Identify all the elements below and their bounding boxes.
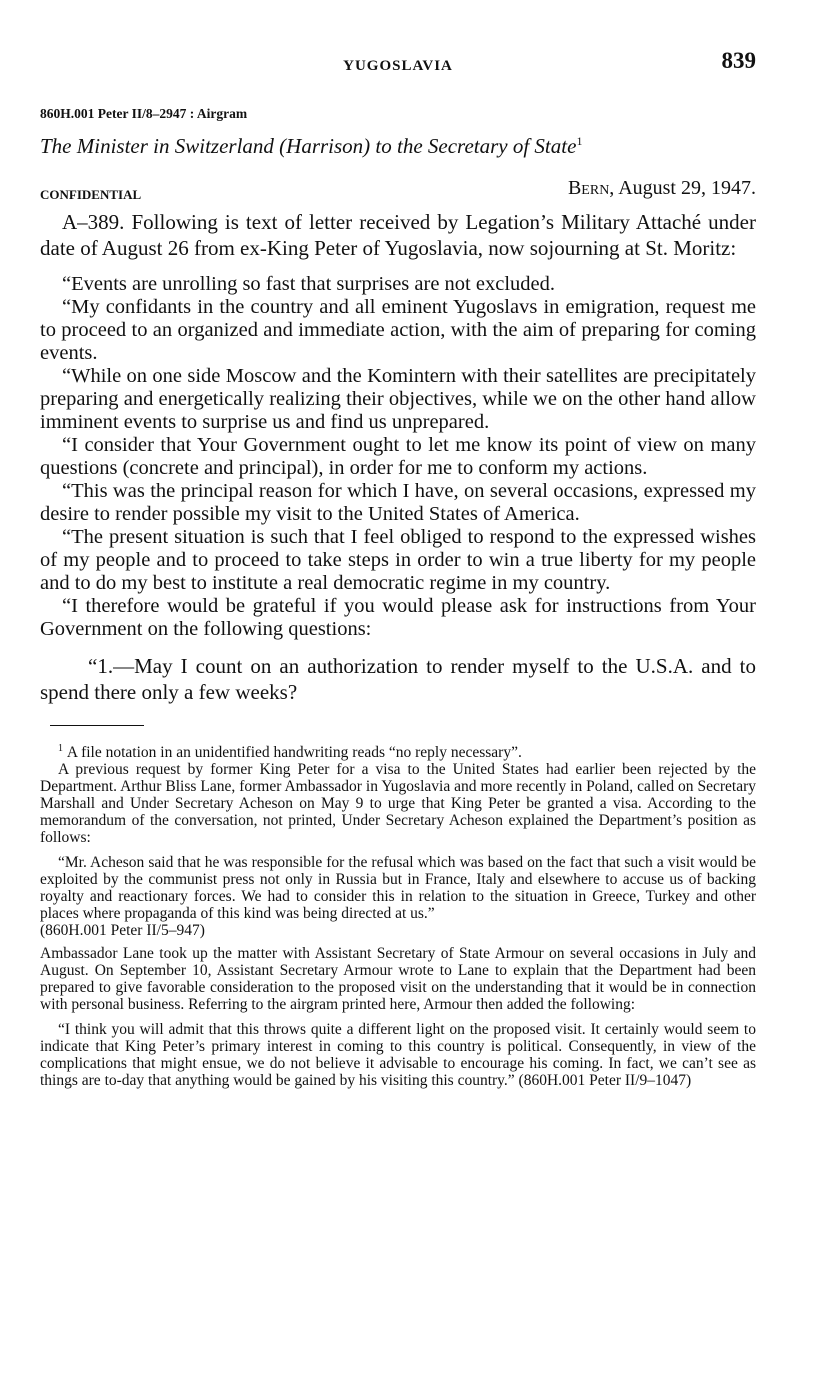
footnote-paragraph: A previous request by former King Peter for a visa to the United States had earlier been rejected by the Department. Arthur Bliss Lane, former Ambassador in Yugoslavia and more recently in Poland, called on Secretary Marshall and Under Secretary Acheson on May 9 to urge that King Peter be granted a visa. According to the memorandum of the conversation, not printed, Under Secretary Acheson explained the Department’s position as follows: — [40, 761, 756, 847]
dateline — [40, 177, 756, 207]
page-number: 839 — [721, 48, 756, 73]
quote-paragraph: “While on one side Moscow and the Komintern with their satellites are precipitately preparing and energetically realizing their objectives, while we on the other hand allow imminent events to surprise us and find us unprepared. — [40, 365, 756, 433]
classification: CONFIDENTIAL — [40, 187, 142, 202]
document-title-text: The Minister in Switzerland (Harrison) to the Secretary of State — [40, 134, 577, 158]
date-line — [568, 177, 756, 200]
footnote-marker: 1 — [58, 743, 63, 754]
footnote-quote-ref: (860H.001 Peter II/5–947) — [40, 922, 205, 940]
letter-quote — [40, 273, 756, 705]
footnote-1 — [40, 740, 756, 761]
date: August 29, 1947. — [614, 177, 756, 199]
footnote-quote: “I think you will admit that this throws quite a different light on the proposed visit. It certainly would seem to indicate that King Peter’s primary interest in coming to this country is political. Consequently, in view of the complications that might ensue, we do not believe it advisable to encourage his coming. In fact, we can’t see as things are to-day that anything would be gained by his visiting this country.” (860H.001 Peter II/9–1047) — [40, 1021, 756, 1090]
quote-paragraph: “I therefore would be grateful if you would please ask for instructions from Your Government on the following questions: — [40, 595, 756, 640]
footnote-1-text: A file notation in an unidentified handwriting reads “no reply necessary”. — [66, 744, 522, 762]
quote-paragraph: “The present situation is such that I feel obliged to respond to the expressed wishes of my people and to proceed to take steps in order to win a true liberty for my people and to do my best to institute a real democratic regime in my country. — [40, 526, 756, 594]
intro-paragraph: A–389. Following is text of letter received by Legation’s Military Attaché under date of August 26 from ex-King Peter of Yugoslavia, now sojourning at St. Moritz: — [40, 210, 756, 260]
quote-sub-item: “1.—May I count on an authorization to render myself to the U.S.A. and to spend there only a few weeks? — [40, 654, 756, 704]
footnote-paragraph: Ambassador Lane took up the matter with Assistant Secretary of State Armour on several occasions in July and August. On September 10, Assistant Secretary Armour wrote to Lane to explain that the Department had been prepared to give favorable consideration to the proposed visit on the understanding that it would be in connection with personal business. Referring to the airgram printed here, Armour then added the following: — [40, 945, 756, 1014]
footnotes — [40, 740, 756, 1089]
document-title — [40, 126, 756, 161]
footnote-divider — [50, 725, 144, 726]
place: Bern, — [567, 177, 615, 199]
quote-paragraph: “My confidants in the country and all eminent Yugoslavs in emigration, request me to proceed to an organized and immediate action, with the aim of preparing for coming events. — [40, 296, 756, 364]
running-header — [40, 0, 756, 90]
quote-paragraph: “This was the principal reason for which I have, on several occasions, expressed my desire to render possible my visit to the United States of America. — [40, 480, 756, 525]
title-footnote-ref: 1 — [576, 134, 583, 148]
quote-paragraph: “I consider that Your Government ought to let me know its point of view on many questions (concrete and principal), in order for me to conform my actions. — [40, 434, 756, 479]
footnote-quote: “Mr. Acheson said that he was responsible for the refusal which was based on the fact that such a visit would be exploited by the communist press not only in Russia but in France, Italy and elsewhere to accuse us of backing royalty and reactionary forces. We had to consider this in relation to the situation in Greece, Turkey and other places where propaganda of this kind was being directed at us.” — [40, 854, 756, 923]
body-text — [40, 209, 756, 261]
running-title: YUGOSLAVIA — [343, 58, 453, 74]
quote-paragraph: “Events are unrolling so fast that surprises are not excluded. — [62, 273, 555, 295]
file-reference: 860H.001 Peter II/8–2947 : Airgram — [40, 106, 248, 121]
